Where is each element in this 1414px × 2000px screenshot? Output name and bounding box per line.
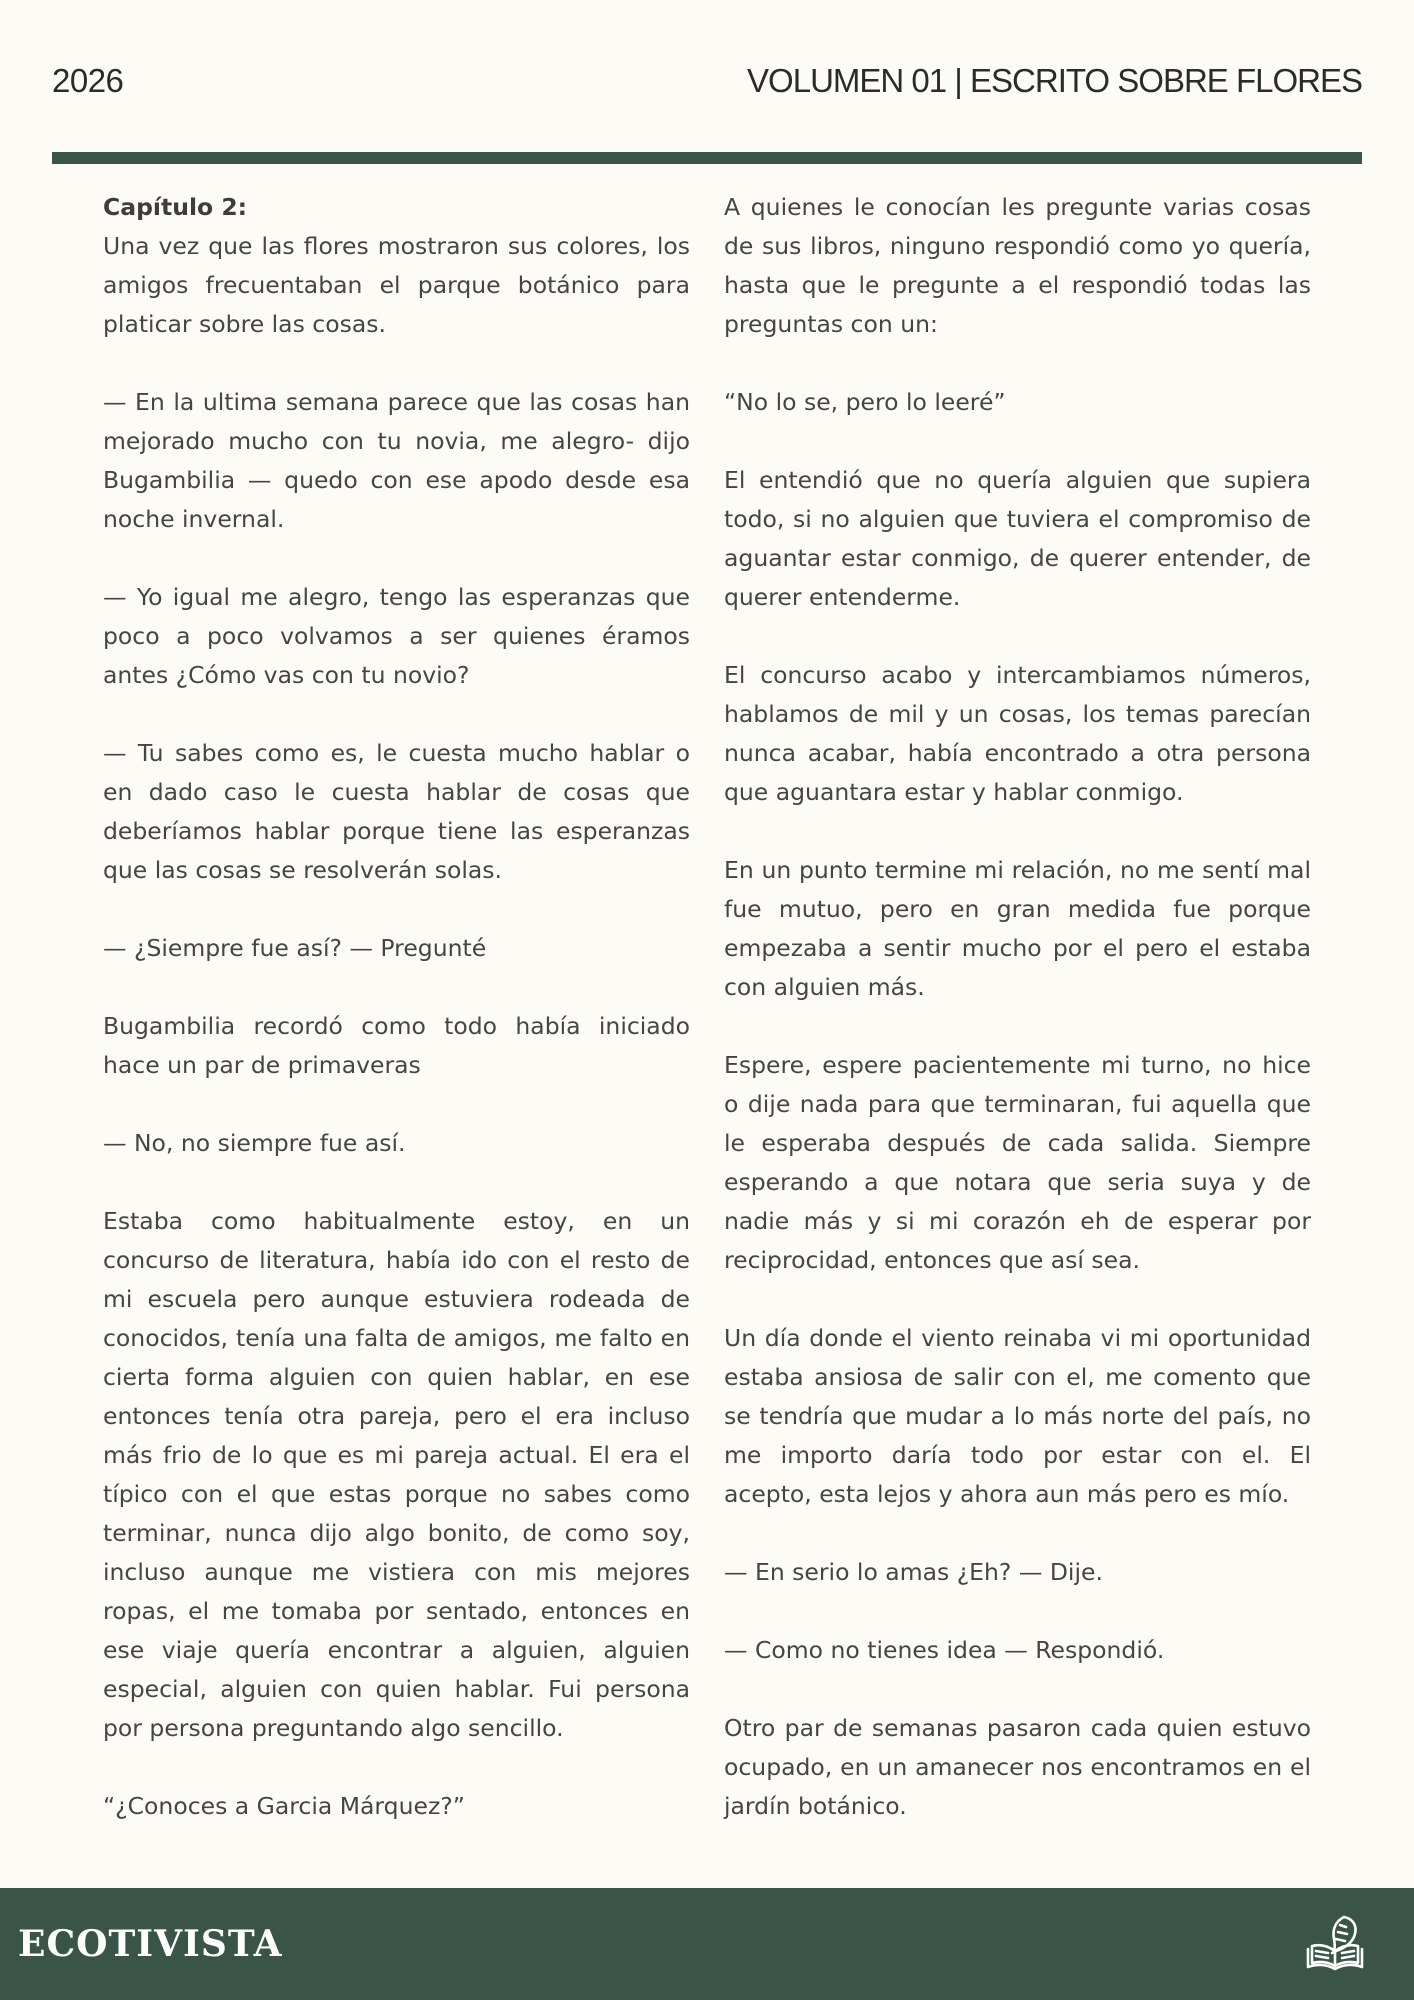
paragraph: A quienes le conocían les pregunte varias cosas de sus libros, ninguno respondió como yo quería, hasta que le pregunte a el respondió todas las preguntas con un: — [724, 193, 1311, 338]
paragraph: — No, no siempre fue así. — [103, 1129, 406, 1157]
right-column — [724, 188, 1311, 1865]
chapter-title: Capítulo 2: — [103, 193, 248, 221]
paragraph: — Yo igual me alegro, tengo las esperanzas que poco a poco volvamos a ser quienes éramos antes ¿Cómo vas con tu novio? — [103, 583, 690, 689]
paragraph: “No lo se, pero lo leeré” — [724, 388, 1006, 416]
left-column — [103, 188, 690, 1865]
paragraph: — En serio lo amas ¿Eh? — Dije. — [724, 1558, 1103, 1586]
paragraph: El concurso acabo y intercambiamos números, hablamos de mil y un cosas, los temas parecían nunca acabar, había encontrado a otra persona que aguantara estar y hablar conmigo. — [724, 661, 1311, 806]
paragraph: Estaba como habitualmente estoy, en un concurso de literatura, había ido con el resto de mi escuela pero aunque estuviera rodeada de conocidos, tenía una falta de amigos, me falto en cierta forma alguien con quien hablar, en ese entonces tenía otra pareja, pero el era incluso más frio de lo que es mi pareja actual. El era el típico con el que estas porque no sabes como terminar, nunca dijo algo bonito, de como soy, incluso aunque me vistiera con mis mejores ropas, el me tomaba por sentado, entonces en ese viaje quería encontrar a alguien, alguien especial, alguien con quien hablar. Fui persona por persona preguntando algo sencillo. — [103, 1207, 690, 1742]
brand-name: ECOTIVISTA — [18, 1923, 283, 1965]
paragraph: Espere, espere pacientemente mi turno, no hice o dije nada para que terminaran, fui aquella que le esperaba después de cada salida. Siempre esperando a que notara que seria suya y de nadie más y si mi corazón eh de esperar por reciprocidad, entonces que así sea. — [724, 1051, 1311, 1274]
paragraph: El entendió que no quería alguien que supiera todo, si no alguien que tuviera el compromiso de aguantar estar conmigo, de querer entender, de querer entenderme. — [724, 466, 1311, 611]
paragraph: — Como no tienes idea — Respondió. — [724, 1636, 1165, 1664]
header-divider — [52, 152, 1362, 164]
footer-bar — [0, 1888, 1414, 2000]
paragraph: — Tu sabes como es, le cuesta mucho hablar o en dado caso le cuesta hablar de cosas que deberíamos hablar porque tiene las esperanzas que las cosas se resolverán solas. — [103, 739, 690, 884]
header-volume-title: VOLUMEN 01 | ESCRITO SOBRE FLORES — [747, 62, 1362, 99]
paragraph: — En la ultima semana parece que las cosas han mejorado mucho con tu novia, me alegro- dijo Bugambilia — quedo con ese apodo desde esa noche invernal. — [103, 388, 690, 533]
header-year: 2026 — [52, 62, 124, 99]
paragraph: — ¿Siempre fue así? — Pregunté — [103, 934, 487, 962]
paragraph: “¿Conoces a Garcia Márquez?” — [103, 1792, 465, 1820]
paragraph: Un día donde el viento reinaba vi mi oportunidad estaba ansiosa de salir con el, me comento que se tendría que mudar a lo más norte del país, no me importo daría todo por estar con el. El acepto, esta lejos y ahora aun más pero es mío. — [724, 1324, 1311, 1508]
book-feather-icon — [1304, 1913, 1366, 1975]
paragraph: En un punto termine mi relación, no me sentí mal fue mutuo, pero en gran medida fue porque empezaba a sentir mucho por el pero el estaba con alguien más. — [724, 856, 1311, 1001]
paragraph: Bugambilia recordó como todo había iniciado hace un par de primaveras — [103, 1012, 690, 1079]
paragraph: Otro par de semanas pasaron cada quien estuvo ocupado, en un amanecer nos encontramos en el jardín botánico. — [724, 1714, 1311, 1820]
paragraph-text: Una vez que las flores mostraron sus colores, los amigos frecuentaban el parque botánico para platicar sobre las cosas. — [103, 232, 690, 338]
paragraph — [103, 188, 690, 344]
